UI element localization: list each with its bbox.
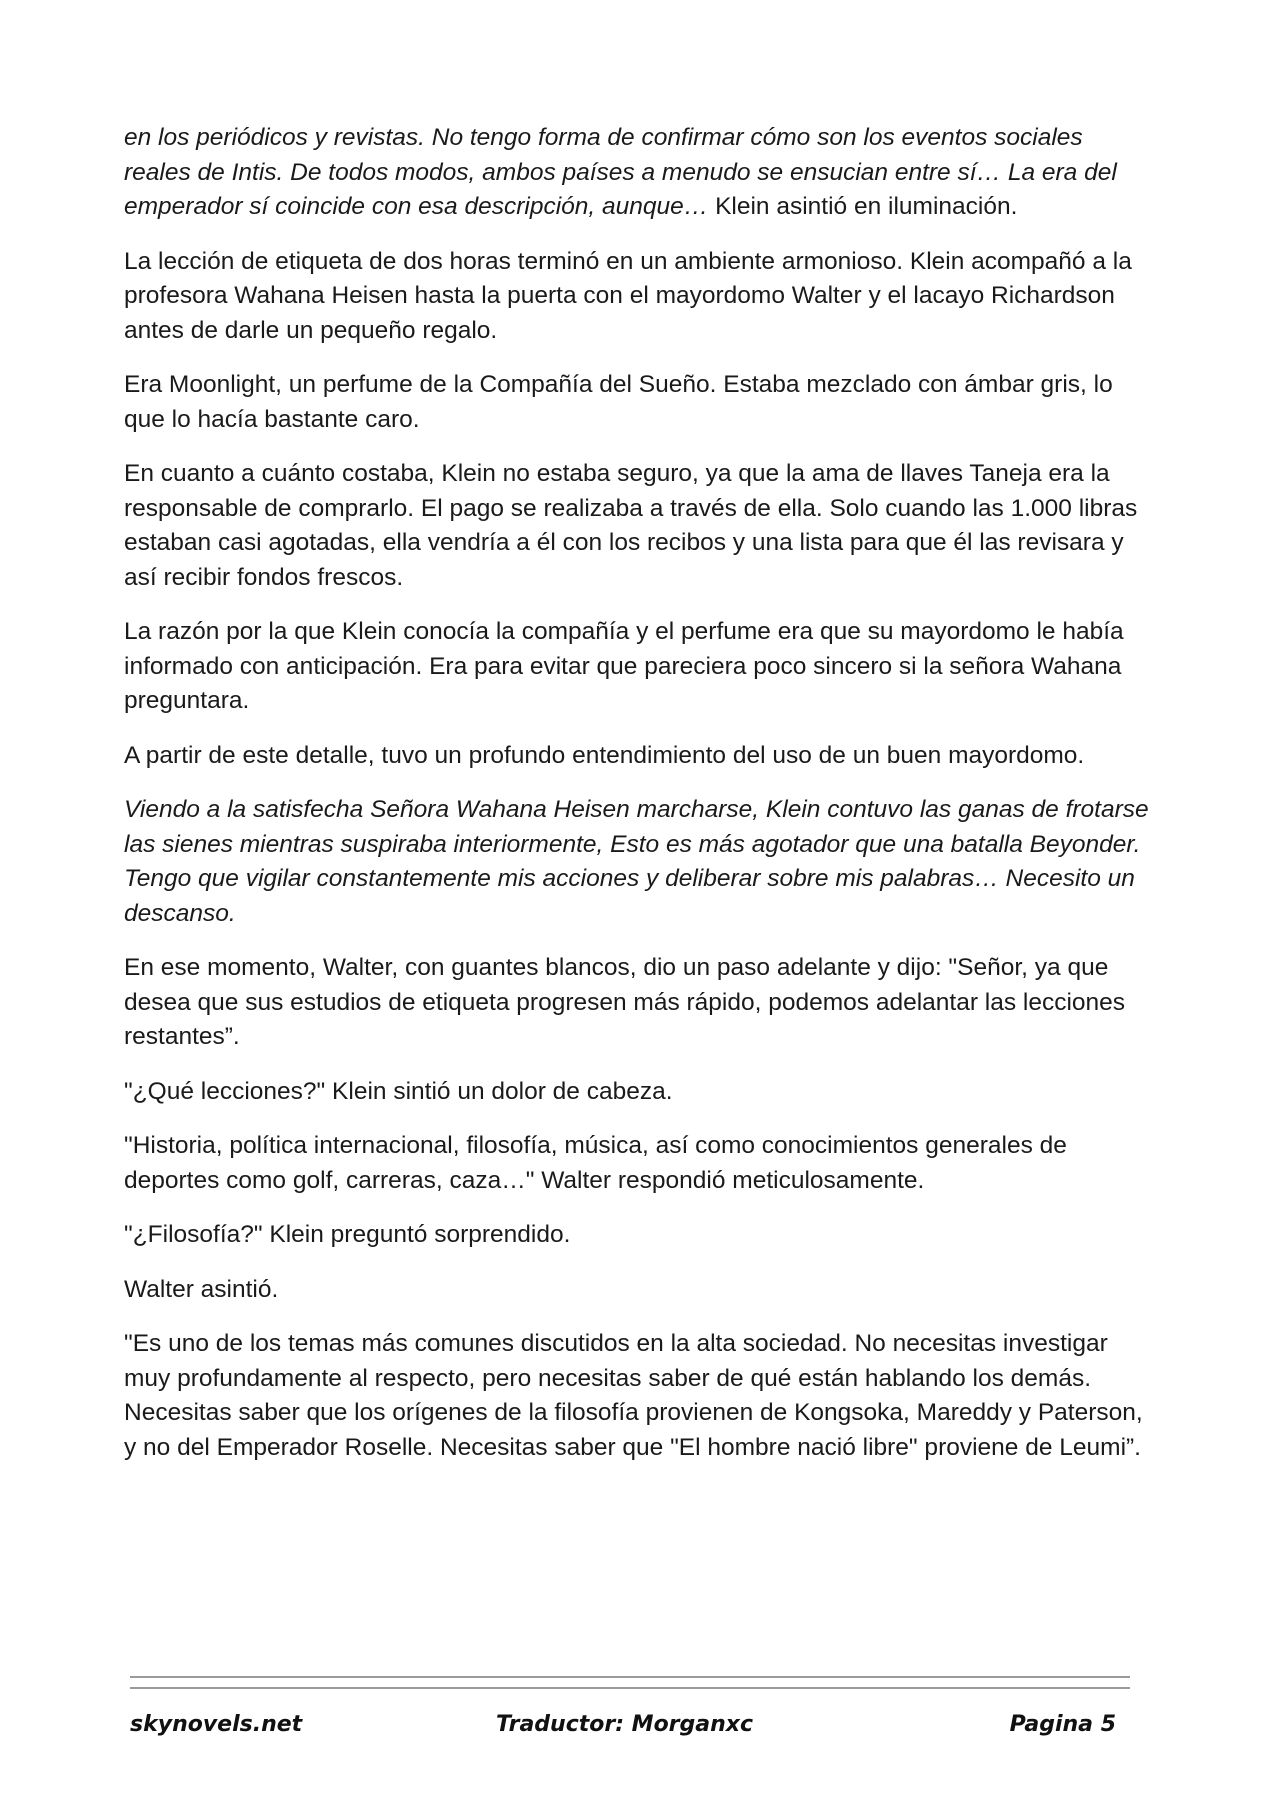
paragraph-7-italic: Viendo a la satisfecha Señora Wahana Heisen marcharse, Klein contuvo las ganas de frotarse las sienes mientras suspiraba interiormente, Esto es más agotador que una batalla Beyonder. Tengo que vigilar constantemente mis acciones y deliberar sobre mis palabras… Necesito un descanso. <box>124 796 1149 927</box>
footer-page-number: Pagina 5 <box>1009 1712 1116 1737</box>
paragraph-9: "¿Qué lecciones?" Klein sintió un dolor de cabeza. <box>124 1077 673 1105</box>
paragraph-8: En ese momento, Walter, con guantes blancos, dio un paso adelante y dijo: "Señor, ya que desea que sus estudios de etiqueta progresen más rápido, podemos adelantar las lecciones restantes”. <box>124 954 1126 1050</box>
document-body <box>124 121 1154 1485</box>
paragraph-11: "¿Filosofía?" Klein preguntó sorprendido. <box>124 1221 571 1248</box>
paragraph-10: "Historia, política internacional, filosofía, música, así como conocimientos generales de deportes como golf, carreras, caza…" Walter respondió meticulosamente. <box>124 1132 1067 1194</box>
footer-divider-bottom <box>130 1687 1130 1689</box>
footer-site-name: skynovels.net <box>130 1712 303 1737</box>
page-footer <box>130 1712 1130 1744</box>
paragraph-1 <box>124 121 1154 225</box>
paragraph-4: En cuanto a cuánto costaba, Klein no estaba seguro, ya que la ama de llaves Taneja era la responsable de comprarlo. El pago se realizaba a través de ella. Solo cuando las 1.000 libras estaban casi agotadas, ella vendría a él con los recibos y una lista para que él las revisara y así recibir fondos frescos. <box>124 460 1138 591</box>
paragraph-2: La lección de etiqueta de dos horas terminó en un ambiente armonioso. Klein acompañó a la profesora Wahana Heisen hasta la puerta con el mayordomo Walter y el lacayo Richardson antes de darle un pequeño regalo. <box>124 247 1132 344</box>
paragraph-1-regular: Klein asintió en iluminación. <box>708 193 1018 220</box>
footer-divider-top <box>130 1676 1130 1678</box>
paragraph-12: Walter asintió. <box>124 1275 279 1303</box>
paragraph-7 <box>124 793 1154 931</box>
paragraph-1-italic: en los periódicos y revistas. No tengo forma de confirmar cómo son los eventos sociales reales de Intis. De todos modos, ambos países a menudo se ensucian entre sí… La era del emperador sí coincide con esa descripción, aunque… <box>124 124 1117 220</box>
footer-translator: Traductor: Morganxc <box>496 1712 754 1737</box>
paragraph-6: A partir de este detalle, tuvo un profundo entendimiento del uso de un buen mayordomo. <box>124 741 1085 769</box>
paragraph-13: "Es uno de los temas más comunes discutidos en la alta sociedad. No necesitas investigar muy profundamente al respecto, pero necesitas saber de qué están hablando los demás. Necesitas saber que los orígenes de la filosofía provienen de Kongsoka, Mareddy y Paterson, y no del Emperador Roselle. Necesitas saber que "El hombre nació libre" proviene de Leumi”. <box>124 1330 1143 1461</box>
paragraph-3: Era Moonlight, un perfume de la Compañía del Sueño. Estaba mezclado con ámbar gris, lo que lo hacía bastante caro. <box>124 371 1113 433</box>
paragraph-5: La razón por la que Klein conocía la compañía y el perfume era que su mayordomo le había informado con anticipación. Era para evitar que pareciera poco sincero si la señora Wahana preguntara. <box>124 618 1124 714</box>
